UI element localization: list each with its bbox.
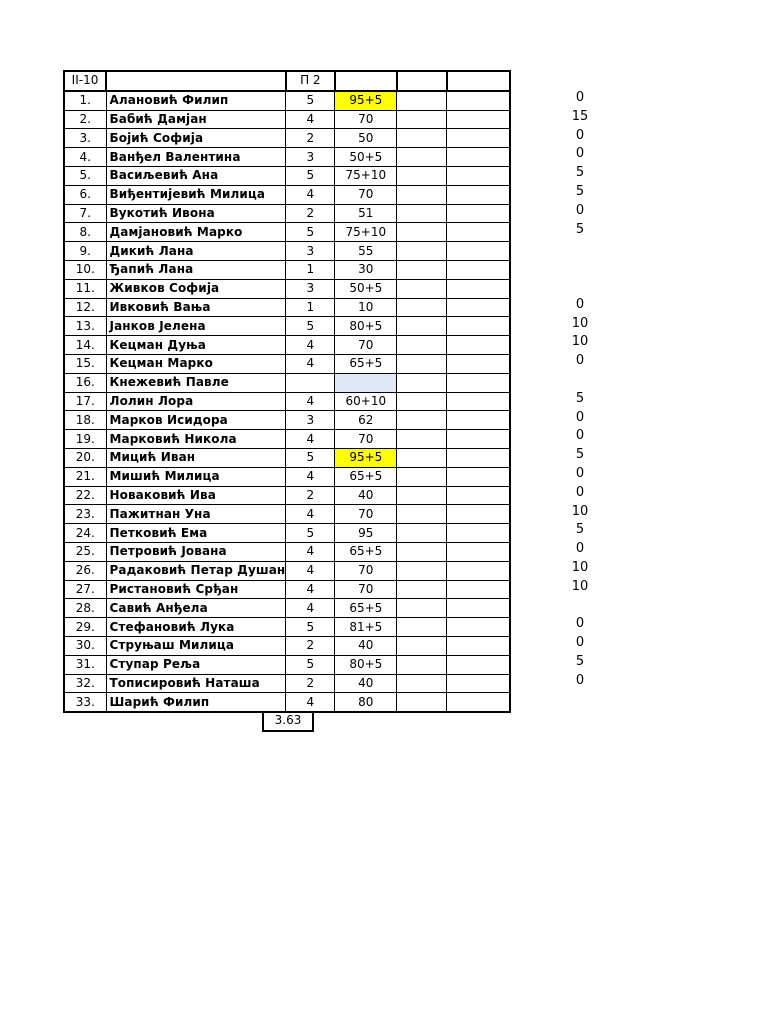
table-row [64,204,510,223]
side-value[interactable]: 0 [575,541,585,557]
table-row [64,166,510,185]
empty-cell[interactable] [397,354,447,373]
empty-cell[interactable] [397,91,447,110]
grade-cell[interactable]: 4 [286,580,335,599]
side-value[interactable]: 0 [575,296,585,312]
empty-cell[interactable] [447,580,510,599]
empty-cell[interactable] [397,204,447,223]
empty-cell[interactable] [397,674,447,693]
row-number-cell[interactable]: 20. [64,448,106,467]
table-row [64,505,510,524]
empty-cell[interactable] [447,486,510,505]
score-cell[interactable]: 80+5 [335,317,397,336]
score-cell[interactable]: 40 [335,486,397,505]
empty-cell[interactable] [397,448,447,467]
empty-cell[interactable] [397,242,447,261]
score-cell[interactable]: 40 [335,674,397,693]
empty-cell[interactable] [447,655,510,674]
table-row [64,674,510,693]
empty-cell[interactable] [447,636,510,655]
header-name-cell[interactable] [106,71,286,91]
table-row [64,129,510,148]
empty-cell[interactable] [397,467,447,486]
grade-cell[interactable]: 2 [286,674,335,693]
table-row [64,110,510,129]
table-row [64,317,510,336]
table-row [64,260,510,279]
side-value[interactable] [520,258,640,276]
row-number-cell[interactable]: 19. [64,430,106,449]
grade-cell[interactable]: 2 [286,204,335,223]
score-cell[interactable] [335,373,397,392]
table-row [64,636,510,655]
student-name-cell[interactable]: Кецман Марко [106,354,286,373]
empty-cell[interactable] [447,524,510,543]
student-name-cell[interactable]: Шарић Филип [106,693,286,712]
score-cell[interactable]: 30 [335,260,397,279]
side-value[interactable]: 0 [575,202,585,218]
side-value[interactable]: 10 [571,560,589,575]
side-value[interactable]: 0 [575,409,585,425]
grade-cell[interactable]: 1 [286,298,335,317]
grade-cell[interactable]: 4 [286,185,335,204]
table-row [64,298,510,317]
empty-cell[interactable] [397,524,447,543]
empty-cell[interactable] [447,298,510,317]
grade-cell[interactable]: 3 [286,411,335,430]
side-value[interactable]: 5 [575,165,585,181]
row-number-cell[interactable]: 13. [64,317,106,336]
row-number-cell[interactable]: 21. [64,467,106,486]
empty-cell[interactable] [447,373,510,392]
score-cell[interactable]: 50 [335,129,397,148]
student-name-cell[interactable]: Ристановић Срђан [106,580,286,599]
student-name-cell[interactable]: Ванђел Валентина [106,148,286,167]
score-cell[interactable]: 70 [335,185,397,204]
row-number-cell[interactable]: 30. [64,636,106,655]
table-row [64,354,510,373]
side-value[interactable]: 15 [571,108,589,124]
score-cell[interactable]: 80+5 [335,655,397,674]
student-name-cell[interactable]: Бабић Дамјан [106,110,286,129]
empty-cell[interactable] [447,204,510,223]
empty-cell[interactable] [447,91,510,110]
empty-cell[interactable] [397,148,447,167]
empty-cell[interactable] [397,693,447,712]
grade-cell[interactable]: 3 [286,242,335,261]
score-cell[interactable]: 55 [335,242,397,261]
student-name-cell[interactable]: Петровић Јована [106,542,286,561]
student-name-cell[interactable]: Ивковић Вања [106,298,286,317]
student-name-cell[interactable]: Виђентијевић Милица [106,185,286,204]
empty-cell[interactable] [397,336,447,355]
side-value[interactable]: 0 [575,428,585,444]
side-value[interactable]: 0 [575,484,585,500]
empty-cell[interactable] [447,561,510,580]
side-value[interactable]: 10 [571,503,589,519]
empty-cell[interactable] [447,223,510,242]
empty-cell[interactable] [397,373,447,392]
empty-cell[interactable] [447,110,510,129]
grade-cell[interactable]: 5 [286,448,335,467]
empty-cell[interactable] [397,317,447,336]
header-empty-cell[interactable] [397,71,447,91]
header-subject-cell[interactable]: П 2 [286,71,335,91]
score-cell[interactable]: 70 [335,336,397,355]
student-name-cell[interactable]: Јанков Јелена [106,317,286,336]
table-row [64,467,510,486]
empty-cell[interactable] [447,411,510,430]
row-number-cell[interactable]: 15. [64,354,106,373]
student-name-cell[interactable]: Петковић Ема [106,524,286,543]
grade-cell[interactable]: 3 [286,279,335,298]
row-number-cell[interactable]: 32. [64,674,106,693]
score-cell[interactable]: 40 [335,636,397,655]
score-cell[interactable]: 75+10 [335,166,397,185]
table-row [64,655,510,674]
grade-cell[interactable]: 4 [286,693,335,712]
row-number-cell[interactable]: 23. [64,505,106,524]
empty-cell[interactable] [397,110,447,129]
student-name-cell[interactable]: Лолин Лора [106,392,286,411]
row-number-cell[interactable]: 3. [64,129,106,148]
row-number-cell[interactable]: 27. [64,580,106,599]
side-value[interactable]: 5 [575,522,585,538]
table-row [64,91,510,110]
side-value[interactable]: 5 [575,390,585,406]
table-row [64,223,510,242]
side-value[interactable]: 0 [575,353,585,369]
score-cell[interactable]: 95 [335,524,397,543]
side-value[interactable]: 5 [575,221,585,237]
student-name-cell[interactable]: Вукотић Ивона [106,204,286,223]
student-name-cell[interactable]: Ђапић Лана [106,260,286,279]
empty-cell[interactable] [397,185,447,204]
table-row [64,148,510,167]
table-row [64,448,510,467]
grade-cell[interactable]: 4 [286,599,335,618]
empty-cell[interactable] [447,354,510,373]
table-row [64,580,510,599]
row-number-cell[interactable]: 8. [64,223,106,242]
student-name-cell[interactable]: Бојић Софија [106,129,286,148]
side-value[interactable] [520,371,640,389]
grade-cell[interactable]: 5 [286,618,335,637]
score-cell[interactable]: 70 [335,110,397,129]
empty-cell[interactable] [397,411,447,430]
empty-cell[interactable] [447,279,510,298]
student-name-cell[interactable]: Новаковић Ива [106,486,286,505]
table-row [64,279,510,298]
student-name-cell[interactable]: Радаковић Петар Душан [106,561,286,580]
row-number-cell[interactable]: 25. [64,542,106,561]
score-cell[interactable]: 65+5 [335,354,397,373]
empty-cell[interactable] [447,505,510,524]
empty-cell[interactable] [397,618,447,637]
side-value[interactable]: 0 [575,635,585,651]
score-cell[interactable]: 51 [335,204,397,223]
side-value[interactable]: 10 [571,315,589,331]
row-number-cell[interactable]: 22. [64,486,106,505]
grade-cell[interactable]: 2 [286,486,335,505]
empty-cell[interactable] [397,223,447,242]
student-name-cell[interactable]: Живков Софија [106,279,286,298]
row-number-cell[interactable]: 26. [64,561,106,580]
side-value[interactable]: 0 [575,672,585,688]
header-row [64,71,510,91]
empty-cell[interactable] [397,298,447,317]
empty-cell[interactable] [397,505,447,524]
grade-cell[interactable]: 4 [286,467,335,486]
grade-cell[interactable] [286,373,335,392]
grade-cell[interactable]: 5 [286,317,335,336]
student-name-cell[interactable]: Пажитнан Уна [106,505,286,524]
empty-cell[interactable] [397,561,447,580]
score-cell[interactable]: 81+5 [335,618,397,637]
empty-cell[interactable] [447,448,510,467]
table-row [64,524,510,543]
empty-cell[interactable] [447,693,510,712]
table-row [64,411,510,430]
empty-cell[interactable] [447,618,510,637]
table-row [64,693,510,712]
side-value[interactable]: 5 [575,447,585,463]
row-number-cell[interactable]: 7. [64,204,106,223]
student-name-cell[interactable]: Кецман Дуња [106,336,286,355]
table-row [64,185,510,204]
empty-cell[interactable] [397,279,447,298]
row-number-cell[interactable]: 16. [64,373,106,392]
score-cell[interactable]: 62 [335,411,397,430]
student-name-cell[interactable]: Мицић Иван [106,448,286,467]
row-number-cell[interactable]: 4. [64,148,106,167]
empty-cell[interactable] [397,486,447,505]
score-cell[interactable]: 10 [335,298,397,317]
table-row [64,599,510,618]
row-number-cell[interactable]: 24. [64,524,106,543]
side-value[interactable]: 0 [575,616,585,632]
empty-cell[interactable] [397,655,447,674]
empty-cell[interactable] [447,430,510,449]
empty-cell[interactable] [447,148,510,167]
score-cell[interactable]: 65+5 [335,542,397,561]
side-value[interactable]: 0 [575,146,585,162]
row-number-cell[interactable]: 9. [64,242,106,261]
empty-cell[interactable] [397,129,447,148]
score-cell[interactable]: 60+10 [335,392,397,411]
student-name-cell[interactable]: Тописировић Наташа [106,674,286,693]
student-name-cell[interactable]: Кнежевић Павле [106,373,286,392]
student-name-cell[interactable]: Дикић Лана [106,242,286,261]
empty-cell[interactable] [447,185,510,204]
side-value[interactable]: 10 [571,578,589,594]
header-empty-cell[interactable] [447,71,510,91]
row-number-cell[interactable]: 29. [64,618,106,637]
grade-cell[interactable]: 1 [286,260,335,279]
empty-cell[interactable] [397,166,447,185]
side-value[interactable] [520,691,640,709]
side-value[interactable]: 5 [575,654,585,669]
side-value[interactable]: 10 [571,334,589,350]
row-number-cell[interactable]: 12. [64,298,106,317]
score-cell[interactable]: 95+5 [335,91,397,110]
empty-cell[interactable] [447,542,510,561]
empty-cell[interactable] [447,674,510,693]
grades-table [63,70,511,713]
row-number-cell[interactable]: 17. [64,392,106,411]
empty-cell[interactable] [447,242,510,261]
empty-cell[interactable] [447,166,510,185]
grade-cell[interactable]: 5 [286,223,335,242]
student-name-cell[interactable]: Васиљевић Ана [106,166,286,185]
empty-cell[interactable] [447,317,510,336]
student-name-cell[interactable]: Дамјановић Марко [106,223,286,242]
table-row [64,373,510,392]
score-cell[interactable]: 65+5 [335,599,397,618]
table-row [64,336,510,355]
grade-cell[interactable]: 4 [286,561,335,580]
row-number-cell[interactable]: 14. [64,336,106,355]
row-number-cell[interactable]: 31. [64,655,106,674]
average-grade-cell[interactable]: 3.63 [262,711,314,732]
table-row [64,486,510,505]
row-number-cell[interactable]: 33. [64,693,106,712]
empty-cell[interactable] [447,599,510,618]
side-value[interactable]: 0 [575,127,585,143]
student-name-cell[interactable]: Ступар Реља [106,655,286,674]
row-number-cell[interactable]: 18. [64,411,106,430]
row-number-cell[interactable]: 28. [64,599,106,618]
score-cell[interactable]: 70 [335,561,397,580]
student-name-cell[interactable]: Марковић Никола [106,430,286,449]
score-cell[interactable]: 80 [335,693,397,712]
empty-cell[interactable] [447,336,510,355]
table-row [64,561,510,580]
score-cell[interactable]: 70 [335,580,397,599]
grade-cell[interactable]: 2 [286,129,335,148]
student-name-cell[interactable]: Струњаш Милица [106,636,286,655]
empty-cell[interactable] [397,430,447,449]
empty-cell[interactable] [447,392,510,411]
row-number-cell[interactable]: 10. [64,260,106,279]
table-row [64,542,510,561]
grade-cell[interactable]: 4 [286,336,335,355]
table-row [64,392,510,411]
row-number-cell[interactable]: 5. [64,166,106,185]
empty-cell[interactable] [397,260,447,279]
empty-cell[interactable] [447,129,510,148]
grade-cell[interactable]: 3 [286,148,335,167]
grade-cell[interactable]: 2 [286,636,335,655]
side-value[interactable]: 0 [575,466,585,481]
student-name-cell[interactable]: Марков Исидора [106,411,286,430]
grade-cell[interactable]: 5 [286,524,335,543]
side-value[interactable] [520,239,640,257]
table-row [64,242,510,261]
grade-cell[interactable]: 5 [286,655,335,674]
row-number-cell[interactable]: 6. [64,185,106,204]
score-cell[interactable]: 70 [335,505,397,524]
side-value[interactable]: 5 [575,184,585,199]
student-name-cell[interactable]: Мишић Милица [106,467,286,486]
side-value[interactable] [520,597,640,615]
grade-cell[interactable]: 4 [286,354,335,373]
grade-cell[interactable]: 4 [286,392,335,411]
side-value[interactable] [520,277,640,295]
score-cell[interactable]: 70 [335,430,397,449]
table-row [64,430,510,449]
empty-cell[interactable] [447,467,510,486]
header-class-cell[interactable]: II-10 [64,71,106,91]
student-name-cell[interactable]: Стефановић Лука [106,618,286,637]
score-cell[interactable]: 50+5 [335,279,397,298]
empty-cell[interactable] [397,580,447,599]
header-score-cell[interactable] [335,71,397,91]
empty-cell[interactable] [397,636,447,655]
grade-cell[interactable]: 4 [286,542,335,561]
table-row [64,618,510,637]
student-name-cell[interactable]: Алановић Филип [106,91,286,110]
row-number-cell[interactable]: 1. [64,91,106,110]
empty-cell[interactable] [447,260,510,279]
grade-cell[interactable]: 5 [286,166,335,185]
score-cell[interactable]: 75+10 [335,223,397,242]
grade-cell[interactable]: 5 [286,91,335,110]
side-value[interactable]: 0 [575,90,585,105]
grade-cell[interactable]: 4 [286,430,335,449]
empty-cell[interactable] [397,599,447,618]
empty-cell[interactable] [397,392,447,411]
grade-cell[interactable]: 4 [286,110,335,129]
grade-cell[interactable]: 4 [286,505,335,524]
empty-cell[interactable] [397,542,447,561]
score-cell[interactable]: 65+5 [335,467,397,486]
row-number-cell[interactable]: 11. [64,279,106,298]
score-cell[interactable]: 95+5 [335,448,397,467]
student-name-cell[interactable]: Савић Анђела [106,599,286,618]
row-number-cell[interactable]: 2. [64,110,106,129]
score-cell[interactable]: 50+5 [335,148,397,167]
